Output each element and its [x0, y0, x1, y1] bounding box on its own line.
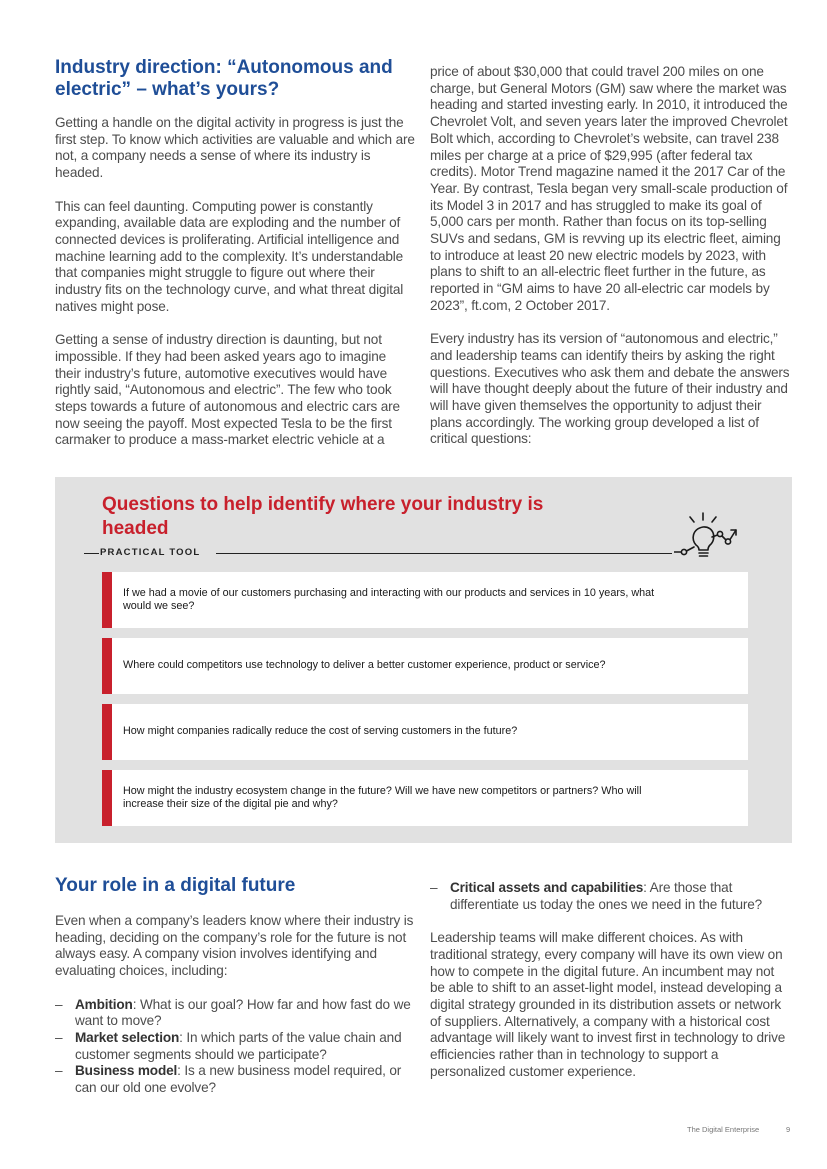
- body-paragraph: price of about $30,000 that could travel 200 miles on one charge, but General Motors (GM) saw where the market was heading and started investing early. In 2010, it introduced the Chevrolet Volt, and seven years later the improved Chevrolet Bolt which, according to Chevrolet’s website, can travel 238 miles per charge at a price of $29,995 (after federal tax credits). Motor Trend magazine named it the 2017 Car of the Year. By contrast, Tesla began very small-scale production of its Model 3 in 2017 and has struggled to make its goal of 5,000 cars per month. Rather than focus on its top-selling SUVs and sedans, GM is revving up its electric fleet, aiming to introduce at least 20 new electric models by 2023, with plans to shift to an all-electric fleet further in the future, as reported in “GM aims to have 20 all-electric car models by 2023”, ft.com, 2 October 2017.: [430, 64, 788, 313]
- question-card: [102, 770, 748, 826]
- practical-tool-panel: [55, 477, 792, 843]
- question-accent-bar: [102, 638, 112, 694]
- body-paragraph: Getting a sense of industry direction is daunting, but not impossible. If they had been asked years ago to imagine their industry’s future, automotive executives would have rightly said, “Autonomous and electric”. The few who took steps towards a future of autonomous and electric cars are now seeing the payoff. Most expected Tesla to be the first carmaker to produce a mass-market electric vehicle at a: [55, 332, 400, 448]
- divider-line: [216, 553, 672, 554]
- publication-name: The Digital Enterprise: [687, 1125, 760, 1134]
- divider-line: [84, 553, 99, 554]
- question-list: [102, 572, 748, 836]
- choices-list: [55, 997, 415, 1097]
- body-paragraph: Even when a company’s leaders know where their industry is heading, deciding on the company’s role for the future is not always easy. A company vision involves identifying and evaluating choices, including:: [55, 913, 414, 979]
- choice-term: Ambition: [75, 996, 133, 1012]
- body-paragraph: Getting a handle on the digital activity in progress is just the first step. To know which activities are valuable and which are not, a company needs a sense of where its industry is headed.: [55, 115, 415, 181]
- question-card: [102, 638, 748, 694]
- choice-item: [55, 1063, 415, 1096]
- section2-left-column: [55, 875, 415, 1097]
- bullet-dash: –: [55, 996, 63, 1012]
- question-card: [102, 704, 748, 760]
- choice-text: : In which parts of the value chain and customer segments should we participate?: [75, 1029, 402, 1062]
- choice-item: [430, 880, 790, 913]
- section-heading-industry-direction: Industry direction: “Autonomous and electric” – what’s yours?: [55, 57, 393, 100]
- choice-text: : Are those that differentiate us today the ones we need in the future?: [450, 880, 763, 912]
- question-accent-bar: [102, 704, 112, 760]
- page-footer: [687, 1125, 791, 1134]
- body-paragraph: This can feel daunting. Computing power is constantly expanding, available data are exploding and the number of connected devices is proliferating. Artificial intelligence and machine learning add to the complexity. It’s understandable that companies might struggle to figure out where their industry fits on the technology curve, and what threat digital natives might pose.: [55, 198, 404, 314]
- question-text: How might companies radically reduce the cost of serving customers in the future?: [123, 725, 518, 738]
- body-paragraph: Every industry has its version of “autonomous and electric,” and leadership teams can identify theirs by asking the right questions. Executives who ask them and debate the answers will have thought deeply about the future of their industry and will have given themselves the opportunity to adjust their plans accordingly. The working group developed a list of critical questions:: [430, 331, 790, 447]
- question-accent-bar: [102, 770, 112, 826]
- choice-term: Business model: [75, 1063, 178, 1079]
- choice-text: : What is our goal? How far and how fast do we want to move?: [75, 996, 411, 1029]
- question-text: Where could competitors use technology to deliver a better customer experience, product or service?: [123, 659, 606, 672]
- question-text: If we had a movie of our customers purchasing and interacting with our products and services in 10 years, what would we see?: [123, 586, 655, 612]
- lightbulb-growth-icon: [674, 509, 754, 561]
- choice-item: [55, 997, 415, 1030]
- question-text: How might the industry ecosystem change in the future? Will we have new competitors or partners? Who will increase their size of the digital pie and why?: [123, 784, 642, 810]
- section-heading-your-role: Your role in a digital future: [55, 875, 296, 896]
- section2-right-column: [430, 880, 790, 1097]
- choice-item: [55, 1030, 415, 1063]
- body-paragraph: Leadership teams will make different choices. As with traditional strategy, every company will have its own view on how to compete in the digital future. An incumbent may not be able to shift to an asset-light model, instead developing a digital strategy grounded in its distribution assets or network of suppliers. Alternatively, a company with a historical cost advantage will likely want to invest first in technology to drive efficiencies rather than in technology to support a personalized customer experience.: [430, 930, 786, 1079]
- section1-left-column: [55, 57, 415, 466]
- question-card: [102, 572, 748, 628]
- choice-term: Market selection: [75, 1029, 180, 1045]
- section1-right-column: [430, 64, 790, 465]
- page-number: 9: [786, 1125, 791, 1134]
- bullet-dash: –: [55, 1029, 63, 1045]
- bullet-dash: –: [430, 880, 438, 895]
- choice-term: Critical assets and capabilities: [450, 880, 644, 895]
- bullet-dash: –: [55, 1063, 63, 1079]
- choice-text: : Is a new business model required, or can our old one evolve?: [75, 1063, 402, 1096]
- choices-list-continued: [430, 880, 790, 913]
- question-accent-bar: [102, 572, 112, 628]
- practical-tool-label-row: [84, 547, 674, 559]
- practical-tool-label: PRACTICAL TOOL: [100, 547, 201, 558]
- practical-tool-title: Questions to help identify where your industry is headed: [102, 494, 544, 539]
